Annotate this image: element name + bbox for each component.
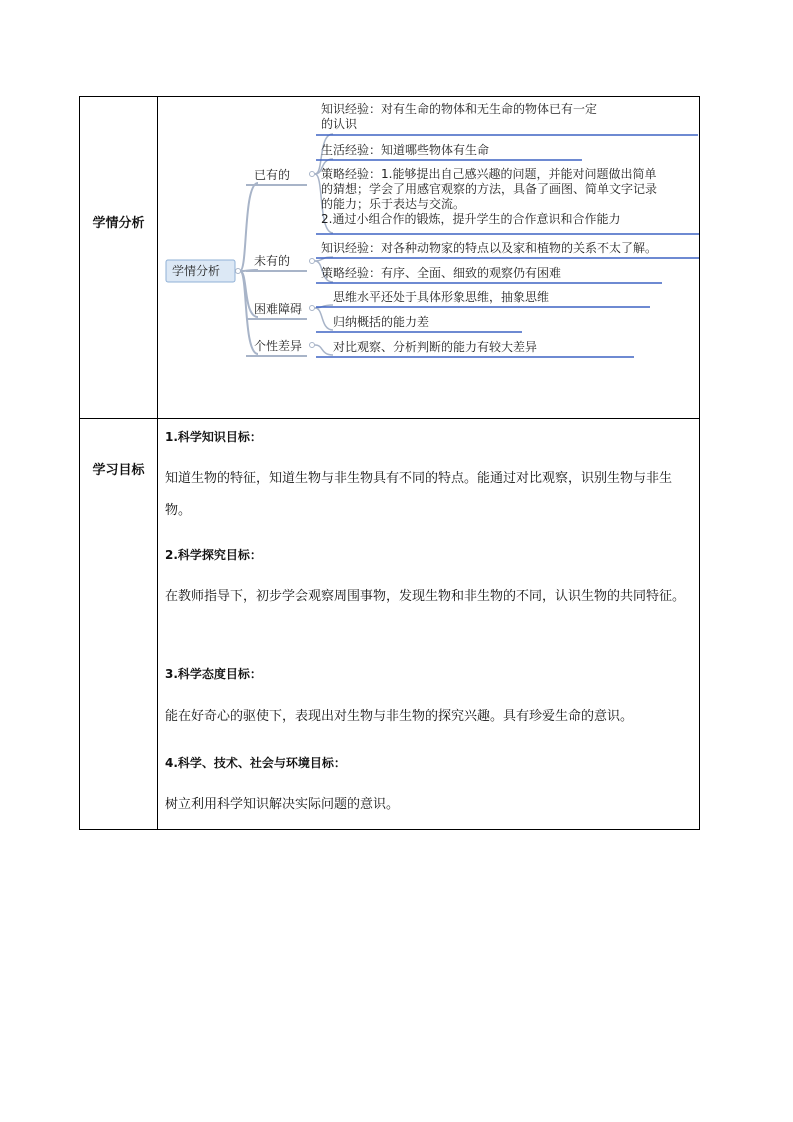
row-label-analysis: 学情分析 [92, 216, 145, 231]
row-label-goals: 学习目标 [92, 463, 145, 478]
goal-text: 树立利用科学知识解决实际问题的意识。 [165, 797, 400, 812]
leaf-missing-knowledge[interactable]: 知识经验：对各种动物家的特点以及家和植物的关系不太了解。 [321, 241, 658, 255]
leaf-individual-difference[interactable]: 对比观察、分析判断的能力有较大差异 [333, 340, 538, 354]
branch-2-collapse-icon [310, 259, 315, 264]
root-collapse-icon [236, 269, 241, 274]
mind-map [158, 97, 699, 418]
branch-4-collapse-icon [310, 343, 315, 348]
goal-heading: 3.科学态度目标： [165, 667, 262, 681]
branch-1-collapse-icon [310, 172, 315, 177]
row-divider [80, 418, 699, 419]
goal-heading: 2.科学探究目标： [165, 548, 262, 562]
document-table [79, 96, 700, 830]
leaf-existing-life[interactable]: 生活经验：知道哪些物体有生命 [321, 143, 490, 157]
root-node[interactable]: 学情分析 [172, 264, 221, 278]
goal-heading: 1.科学知识目标： [165, 430, 262, 444]
leaf-existing-strategy[interactable]: 策略经验：1.能够提出自己感兴趣的问题，并能对问题做出简单 的猜想；学会了用感官观察的方法，具备了画图、简单文字记录 的能力；乐于表达与交流。 2.通过小组合作的锻炼，提升学生的合作意识和合作能力 [321, 167, 658, 226]
branch-3-collapse-icon [310, 306, 315, 311]
branch-existing[interactable]: 已有的 [254, 168, 291, 182]
leaf-missing-strategy[interactable]: 策略经验：有序、全面、细致的观察仍有困难 [321, 266, 562, 280]
branch-missing[interactable]: 未有的 [254, 254, 291, 268]
branch-difficulty[interactable]: 困难障碍 [254, 302, 303, 316]
leaf-difficulty-thinking[interactable]: 思维水平还处于具体形象思维，抽象思维 [333, 290, 550, 304]
goal-heading: 4.科学、技术、社会与环境目标： [165, 756, 346, 770]
goal-text: 能在好奇心的驱使下，表现出对生物与非生物的探究兴趣。具有珍爱生命的意识。 [165, 709, 634, 724]
branch-individual[interactable]: 个性差异 [254, 339, 303, 353]
leaf-difficulty-summary[interactable]: 归纳概括的能力差 [333, 315, 430, 329]
goal-text: 知道生物的特征，知道生物与非生物具有不同的特点。能通过对比观察，识别生物与非生物。 [165, 471, 673, 518]
goal-text: 在教师指导下，初步学会观察周围事物，发现生物和非生物的不同，认识生物的共同特征。 [165, 589, 686, 604]
leaf-existing-knowledge[interactable]: 知识经验：对有生命的物体和无生命的物体已有一定 的认识 [321, 102, 598, 131]
